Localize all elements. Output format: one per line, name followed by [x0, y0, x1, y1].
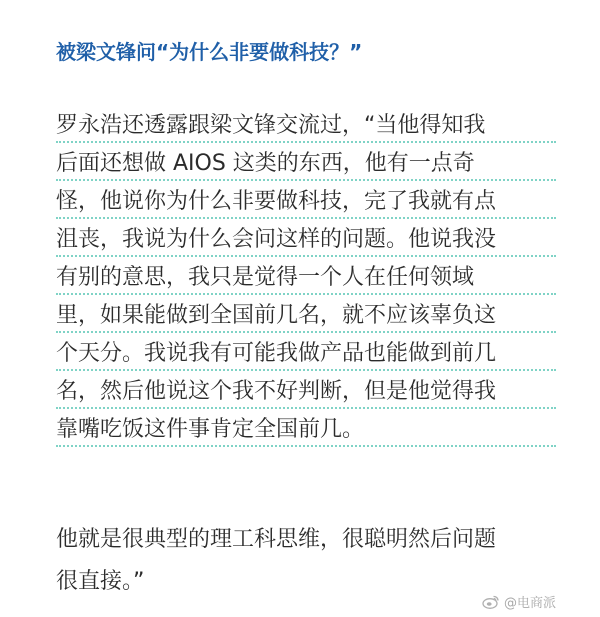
text-line: 后面还想做 AIOS 这类的东西，他有一点奇: [56, 145, 556, 183]
text-line: 靠嘴吃饭这件事肯定全国前几。: [56, 411, 556, 449]
watermark-text: @电商派: [503, 596, 556, 611]
text-line: 他就是很典型的理工科思维，很聪明然后问题: [56, 527, 497, 552]
article-heading: 被梁文锋问“为什么非要做科技？”: [56, 40, 363, 64]
text-line: 里，如果能做到全国前几名，就不应该辜负这: [56, 297, 556, 335]
text-line: 个天分。我说我有可能我做产品也能做到前几: [56, 335, 556, 373]
text-line: 有别的意思，我只是觉得一个人在任何领域: [56, 259, 556, 297]
text-line: 沮丧，我说为什么会问这样的问题。他说我没: [56, 221, 556, 259]
text-line: 罗永浩还透露跟梁文锋交流过，“当他得知我: [56, 107, 556, 145]
quote-paragraph: [56, 107, 556, 449]
text-line: 名，然后他说这个我不好判断，但是他觉得我: [56, 373, 556, 411]
weibo-logo-icon: [482, 594, 500, 609]
text-line: 怪，他说你为什么非要做科技，完了我就有点: [56, 183, 556, 221]
closing-paragraph: [56, 519, 556, 603]
weibo-watermark: [482, 592, 556, 611]
text-line: 很直接。”: [56, 569, 145, 594]
